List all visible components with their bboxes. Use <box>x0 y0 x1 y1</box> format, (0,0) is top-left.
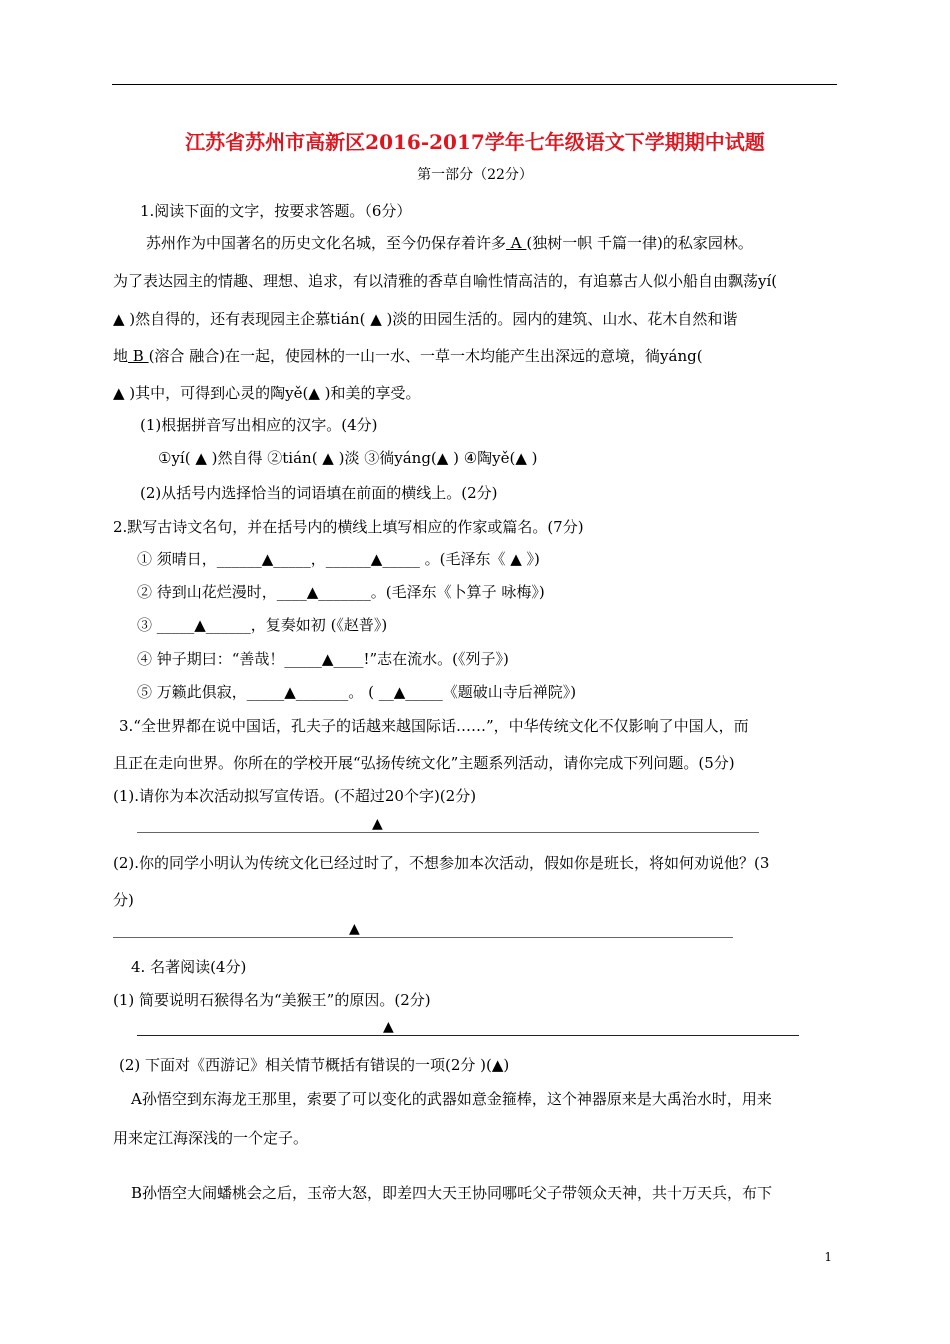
page-title: 江苏省苏州市高新区2016-2017学年七年级语文下学期期中试题 <box>185 130 765 154</box>
q1-sub1-items: ①yí( ▲ )然自得 ②tián( ▲ )淡 ③徜yáng(▲ ) ④陶yě(▲ ) <box>158 449 538 467</box>
q1-passage-line <box>146 232 753 253</box>
q1-text: 地 <box>113 347 129 365</box>
q1-sub1: (1)根据拼音写出相应的汉字。(4分) <box>140 416 378 434</box>
answer-line[interactable] <box>137 832 759 833</box>
q4-heading: 4. 名著阅读(4分) <box>131 958 247 976</box>
q2-line-5: ⑤ 万籁此俱寂，_____▲_______。 ( __▲_____《题破山寺后禅院》) <box>137 683 577 701</box>
blank-a[interactable]: A <box>506 234 527 252</box>
q1-text: 苏州作为中国著名的历史文化名城，至今仍保存着许多 <box>146 234 507 252</box>
q2-line-1: ① 须晴日，______▲_____，______▲_____ 。(毛泽东《 ▲ 》) <box>137 550 540 568</box>
page-number: 1 <box>824 1250 832 1264</box>
answer-marker: ▲ <box>383 1019 394 1035</box>
option-a-line-2: 用来定江海深浅的一个定子。 <box>113 1129 309 1147</box>
q3-sub2-line-1: (2).你的同学小明认为传统文化已经过时了，不想参加本次活动，假如你是班长，将如何劝说他？(3 <box>113 854 770 872</box>
q1-passage-line: ▲ )其中，可得到心灵的陶yě(▲ )和美的享受。 <box>113 384 421 402</box>
q1-passage-line <box>113 345 703 366</box>
q3-line-2: 且正在走向世界。你所在的学校开展“弘扬传统文化”主题系列活动，请你完成下列问题。(5分) <box>113 754 735 772</box>
q2-heading: 2.默写古诗文名句，并在括号内的横线上填写相应的作家或篇名。(7分) <box>113 518 584 536</box>
part-heading: 第一部分（22分） <box>417 167 533 183</box>
q2-line-3: ③ _____▲______，复奏如初 (《赵普》) <box>137 616 388 634</box>
answer-line[interactable] <box>137 1035 799 1036</box>
q1-text: (独树一帜 千篇一律)的私家园林。 <box>526 234 753 252</box>
q1-heading: 1.阅读下面的文字，按要求答题。（6分） <box>140 202 412 220</box>
option-a-line-1: A孙悟空到东海龙王那里，索要了可以变化的武器如意金箍棒，这个神器原来是大禹治水时，用来 <box>131 1090 772 1108</box>
blank-b[interactable]: B <box>128 347 149 365</box>
q1-text: (溶合 融合)在一起，使园林的一山一水、一草一木均能产生出深远的意境，徜yáng( <box>148 347 703 365</box>
q1-passage-line: ▲ )然自得的，还有表现园主企慕tián( ▲ )淡的田园生活的。园内的建筑、山水、花木自然和谐 <box>113 310 738 328</box>
header-rule <box>112 84 837 85</box>
q3-line-1: 3.“全世界都在说中国话，孔夫子的话越来越国际话……”，中华传统文化不仅影响了中国人，而 <box>119 717 749 735</box>
q2-line-4: ④ 钟子期曰：“善哉！_____▲____!”志在流水。(《列子》) <box>137 650 509 668</box>
q1-sub2: (2)从括号内选择恰当的词语填在前面的横线上。(2分) <box>140 484 498 502</box>
q3-sub2-line-2: 分) <box>113 891 134 909</box>
q2-line-2: ② 待到山花烂漫时，____▲_______。(毛泽东《卜算子 咏梅》) <box>137 583 545 601</box>
answer-line[interactable] <box>113 937 733 938</box>
q4-sub1: (1) 简要说明石猴得名为“美猴王”的原因。(2分) <box>113 991 431 1009</box>
q1-passage-line: 为了表达园主的情趣、理想、追求，有以清雅的香草自喻性情高洁的，有追慕古人似小船自由飘荡yí( <box>113 272 778 290</box>
q4-sub2: (2) 下面对《西游记》相关情节概括有错误的一项(2分 )(▲) <box>119 1056 510 1074</box>
answer-marker: ▲ <box>349 921 360 937</box>
q3-sub1: (1).请你为本次活动拟写宣传语。(不超过20个字)(2分) <box>113 787 477 805</box>
option-b-line-1: B孙悟空大闹蟠桃会之后，玉帝大怒，即差四大天王协同哪吒父子带领众天神，共十万天兵，布下 <box>131 1184 773 1202</box>
answer-marker: ▲ <box>372 816 383 832</box>
